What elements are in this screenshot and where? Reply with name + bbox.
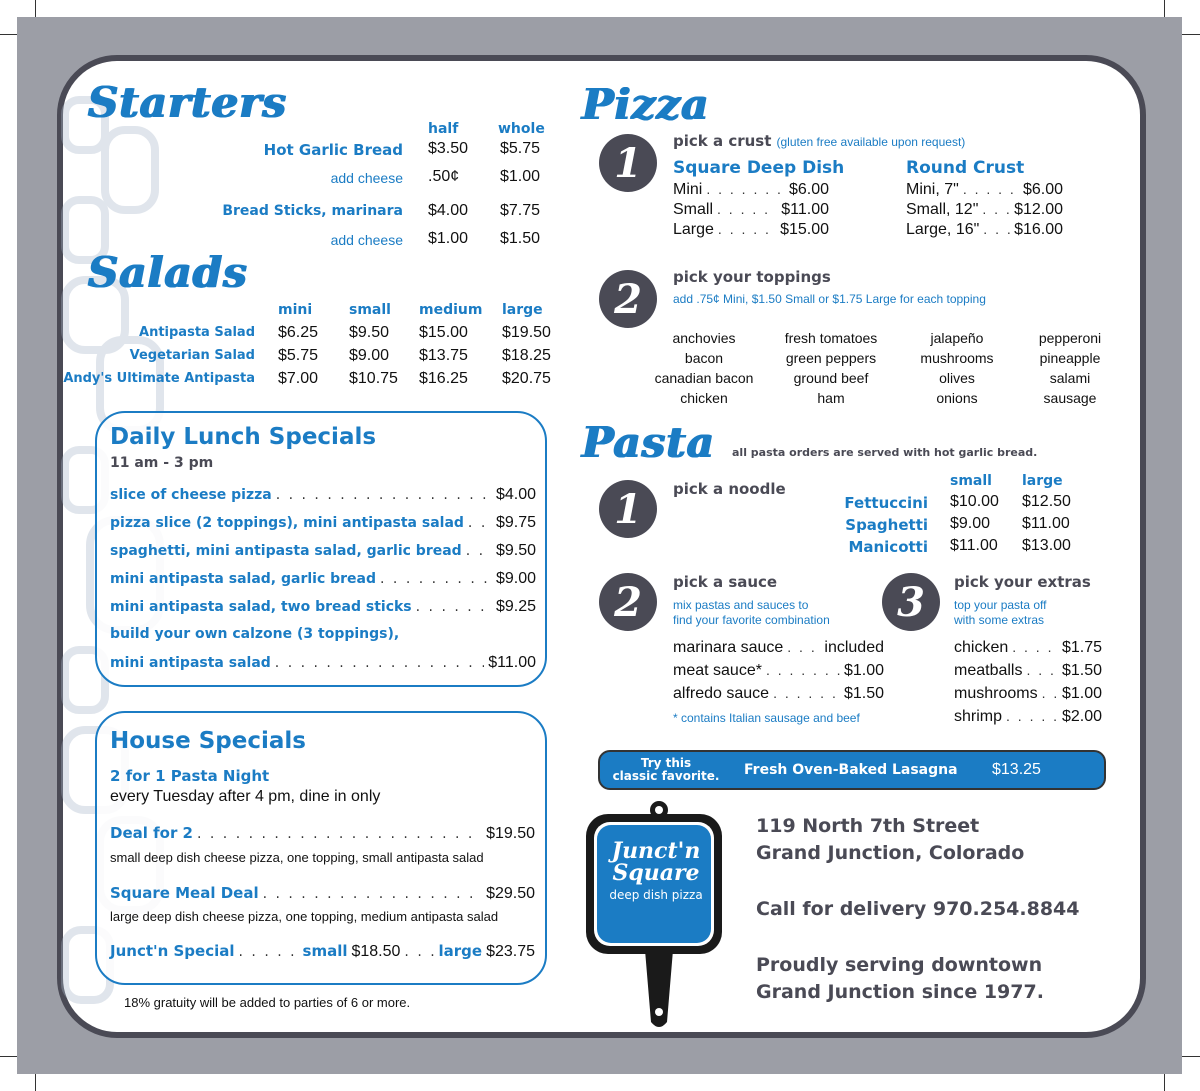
restaurant-info [756, 813, 1080, 1006]
noodle-price-small: $10.00 [950, 493, 999, 510]
crust-size-row [906, 221, 1063, 239]
extra-row [954, 708, 1102, 726]
starter-item-name: Hot Garlic Bread [263, 141, 403, 159]
topping: canadian bacon [654, 370, 754, 386]
lunch-item-name: mini antipasta salad, garlic bread [110, 571, 377, 587]
leader-dots [468, 515, 492, 531]
noodle-price-large: $11.00 [1022, 515, 1070, 532]
starters-col-whole: whole [498, 121, 545, 137]
house-item-name: Square Meal Deal [110, 884, 259, 902]
address-line: 119 North 7th Street [756, 815, 980, 837]
lunch-item [110, 598, 536, 616]
salad-item-name: Andy's Ultimate Antipasta [63, 371, 255, 386]
lunch-item-name: build your own calzone (3 toppings), [110, 626, 400, 642]
banner-item: Fresh Oven-Baked Lasagna [744, 762, 958, 778]
sauce-note: mix pastas and sauces to [673, 598, 809, 612]
house-specials-title: House Specials [110, 728, 306, 754]
salads-title: Salads [88, 248, 248, 297]
salads-col-medium: medium [419, 302, 483, 318]
step-title: pick a crust [673, 132, 772, 150]
salad-price: $9.00 [349, 347, 390, 364]
crop-mark [35, 0, 36, 17]
toppings-column [640, 328, 768, 408]
topping: salami [1049, 370, 1091, 386]
topping: fresh tomatoes [784, 330, 878, 346]
extra-name: shrimp [954, 708, 1003, 725]
house-item-price: $19.50 [486, 825, 535, 842]
topping: onions [936, 390, 978, 406]
starter-half-price: $3.50 [428, 140, 469, 157]
house-item-name: Junct'n Special [110, 942, 235, 960]
lunch-item-name: pizza slice (2 toppings), mini antipasta salad [110, 515, 464, 531]
crust-size-row [906, 181, 1063, 199]
toppings-column [768, 328, 894, 408]
step-1-badge: 1 [599, 480, 657, 538]
leader-dots [466, 543, 492, 559]
extra-price: $1.00 [1061, 685, 1102, 702]
starter-half-price: $4.00 [428, 202, 469, 219]
sauce-price: included [824, 639, 884, 656]
step-title: pick a sauce [673, 573, 778, 591]
starters-col-half: half [428, 121, 459, 137]
crust-size: Large [673, 221, 714, 238]
starters-title: Starters [88, 78, 287, 127]
starter-whole-price: $1.50 [500, 230, 541, 247]
crop-mark [0, 1056, 17, 1057]
topping: ground beef [793, 370, 869, 386]
lasagna-banner [598, 750, 1106, 790]
lunch-item [110, 542, 536, 560]
house-item [110, 824, 535, 843]
salads-col-large: large [502, 302, 543, 318]
step-title: pick your extras [954, 573, 1091, 591]
salad-price: $13.75 [419, 347, 468, 364]
noodle-name: Fettuccini [844, 494, 928, 512]
house-item-price: $29.50 [486, 885, 535, 902]
crust-size: Mini, 7" [906, 181, 959, 198]
sauce-row [673, 685, 884, 703]
leader-dots [706, 181, 785, 197]
topping: pineapple [1039, 350, 1101, 366]
leader-dots [787, 639, 820, 655]
leader-dots [263, 886, 482, 902]
skillet-logo-icon [583, 800, 723, 1032]
logo-line: Square [612, 860, 700, 886]
leader-dots [275, 655, 484, 671]
tagline-line: Grand Junction since 1977. [756, 981, 1044, 1003]
salad-price: $7.00 [278, 370, 319, 387]
banner-tagline-line: Try this [640, 756, 692, 770]
starter-whole-price: $1.00 [500, 168, 541, 185]
crust-size-row [673, 181, 829, 199]
lunch-item-price: $4.00 [495, 486, 536, 503]
round-crust-title: Round Crust [906, 158, 1025, 178]
salad-price: $9.50 [349, 324, 390, 341]
banner-price: $13.25 [992, 761, 1041, 778]
step-2-badge: 2 [599, 573, 657, 631]
extra-row [954, 639, 1102, 657]
topping: jalapeño [930, 330, 984, 346]
salad-price: $6.25 [278, 324, 319, 341]
noodle-name: Manicotti [848, 538, 928, 556]
leader-dots [982, 201, 1010, 217]
lunch-item-price: $9.00 [495, 570, 536, 587]
house-item [110, 884, 535, 903]
extra-price: $2.00 [1061, 708, 1102, 725]
crust-price: $11.00 [781, 201, 829, 218]
toppings-column [1020, 328, 1120, 408]
crop-mark [1182, 34, 1200, 35]
leader-dots [766, 662, 840, 678]
leader-dots [197, 826, 482, 842]
crust-size-row [673, 201, 829, 219]
leader-dots [1026, 662, 1057, 678]
salad-item-name: Vegetarian Salad [129, 348, 255, 363]
extra-name: meatballs [954, 662, 1023, 679]
crop-mark [0, 34, 17, 35]
delivery-phone: Call for delivery 970.254.8844 [756, 898, 1080, 920]
crust-price: $16.00 [1014, 221, 1063, 238]
extra-price: $1.50 [1061, 662, 1102, 679]
sauce-price: $1.50 [843, 685, 884, 702]
pasta-title: Pasta [582, 418, 715, 467]
salad-price: $16.25 [419, 370, 468, 387]
crust-size: Mini [673, 181, 703, 198]
noodle-name: Spaghetti [845, 516, 928, 534]
starter-whole-price: $5.75 [500, 140, 541, 157]
salad-price: $5.75 [278, 347, 319, 364]
step-1-badge: 1 [599, 134, 657, 192]
sauce-name: marinara sauce [673, 639, 784, 656]
lunch-hours: 11 am - 3 pm [110, 455, 214, 471]
step-title: pick your toppings [673, 268, 831, 286]
topping: pepperoni [1038, 330, 1102, 346]
salad-price: $19.50 [502, 324, 551, 341]
topping-price-note: add .75¢ Mini, $1.50 Small or $1.75 Large for each topping [673, 292, 986, 306]
crust-price: $15.00 [780, 221, 829, 238]
topping: chicken [680, 390, 728, 406]
topping: mushrooms [920, 350, 994, 366]
extra-name: chicken [954, 639, 1009, 656]
crust-price: $6.00 [1022, 181, 1063, 198]
lunch-item [110, 626, 536, 642]
sauce-name: meat sauce* [673, 662, 762, 679]
logo-line: deep dish pizza [609, 888, 703, 902]
topping: ham [817, 390, 845, 406]
house-item-price: $18.50 [351, 943, 401, 960]
crust-size-row [906, 201, 1063, 219]
salad-price: $10.75 [349, 370, 398, 387]
leader-dots [416, 599, 492, 615]
lunch-item-name: spaghetti, mini antipasta salad, garlic bread [110, 543, 462, 559]
logo-line: Junct'n [611, 838, 701, 864]
gratuity-note: 18% gratuity will be added to parties of 6 or more. [124, 995, 411, 1010]
topping: bacon [684, 350, 724, 366]
leader-dots [983, 221, 1010, 237]
leader-dots [1012, 639, 1058, 655]
lunch-specials-title: Daily Lunch Specials [110, 424, 377, 450]
size-label: small [302, 942, 348, 960]
topping: olives [939, 370, 975, 386]
starter-whole-price: $7.75 [500, 202, 541, 219]
step-2-badge: 2 [599, 270, 657, 328]
starter-addon-name: add cheese [330, 232, 403, 248]
crop-mark [35, 1074, 36, 1091]
toppings-column [900, 328, 1014, 408]
salad-price: $20.75 [502, 370, 551, 387]
step-3-badge: 3 [882, 573, 940, 631]
lunch-item-name: mini antipasta salad [110, 655, 271, 671]
pizza-title: Pizza [582, 80, 710, 129]
sauce-name: alfredo sauce [673, 685, 770, 702]
pasta-night-desc: every Tuesday after 4 pm, dine in only [110, 788, 381, 805]
noodle-price-small: $9.00 [950, 515, 991, 532]
crust-size: Large, 16" [906, 221, 980, 238]
pasta-night-title: 2 for 1 Pasta Night [110, 767, 270, 785]
extras-note: top your pasta off [954, 598, 1047, 612]
crust-price: $12.00 [1014, 201, 1063, 218]
leader-dots [718, 221, 776, 237]
extra-row [954, 662, 1102, 680]
banner-tagline-line: classic favorite. [612, 769, 720, 783]
salad-item-name: Antipasta Salad [139, 325, 255, 340]
crop-mark [1164, 1074, 1165, 1091]
house-item-desc: large deep dish cheese pizza, one topping, medium antipasta salad [110, 909, 499, 924]
tagline-line: Proudly serving downtown [756, 954, 1043, 976]
logo-text [590, 840, 722, 902]
size-label: large [438, 942, 483, 960]
extra-name: mushrooms [954, 685, 1038, 702]
sauce-row [673, 662, 884, 680]
sauce-row [673, 639, 884, 657]
crop-mark [1164, 0, 1165, 17]
salad-price: $18.25 [502, 347, 551, 364]
lunch-item [110, 514, 536, 532]
leader-dots [773, 685, 840, 701]
crust-price: $6.00 [788, 181, 829, 198]
topping: sausage [1043, 390, 1097, 406]
lunch-item-name: mini antipasta salad, two bread sticks [110, 599, 412, 615]
lunch-item-name: slice of cheese pizza [110, 487, 272, 503]
lunch-item-price: $9.25 [495, 598, 536, 615]
crop-mark [1182, 1056, 1200, 1057]
crust-size: Small, 12" [906, 201, 979, 218]
pizza-step1-heading [673, 131, 965, 150]
crust-size: Small [673, 201, 714, 218]
sauce-note: find your favorite combination [673, 613, 830, 627]
extra-row [954, 685, 1102, 703]
extras-note: with some extras [954, 613, 1045, 627]
leader-dots [239, 944, 299, 960]
noodle-price-large: $13.00 [1022, 537, 1071, 554]
starter-addon-name: add cheese [330, 170, 403, 186]
pasta-col-large: large [1022, 473, 1063, 489]
house-item-desc: small deep dish cheese pizza, one topping, small antipasta salad [110, 850, 484, 865]
extra-price: $1.75 [1061, 639, 1102, 656]
square-deep-dish-title: Square Deep Dish [673, 158, 845, 178]
pasta-col-small: small [950, 473, 992, 489]
gluten-free-note: (gluten free available upon request) [776, 135, 966, 149]
starter-item-name: Bread Sticks, marinara [222, 203, 403, 219]
starter-half-price: $1.00 [428, 230, 469, 247]
house-item [110, 942, 535, 961]
noodle-price-small: $11.00 [950, 537, 998, 554]
leader-dots [1042, 685, 1058, 701]
sauce-footnote: * contains Italian sausage and beef [673, 711, 860, 725]
lunch-item [110, 654, 536, 672]
step-title: pick a noodle [673, 480, 786, 498]
salads-col-small: small [349, 302, 391, 318]
house-item-price: $23.75 [486, 943, 535, 960]
leader-dots [1006, 708, 1058, 724]
starter-half-price: .50¢ [428, 168, 460, 185]
topping: anchovies [672, 330, 736, 346]
pasta-subtitle: all pasta orders are served with hot garlic bread. [732, 446, 1038, 459]
salad-price: $15.00 [419, 324, 468, 341]
noodle-price-large: $12.50 [1022, 493, 1071, 510]
lunch-item-price: $9.75 [495, 514, 536, 531]
lunch-item [110, 570, 536, 588]
topping: green peppers [785, 350, 877, 366]
lunch-item-price: $9.50 [495, 542, 536, 559]
sauce-price: $1.00 [843, 662, 884, 679]
lunch-item [110, 486, 536, 504]
crust-size-row [673, 221, 829, 239]
leader-dots [717, 201, 777, 217]
banner-tagline [600, 757, 732, 783]
lunch-item-price: $11.00 [488, 654, 536, 671]
leader-dots [963, 181, 1019, 197]
leader-dots [276, 487, 492, 503]
leader-dots [404, 944, 434, 960]
salads-col-mini: mini [278, 302, 313, 318]
house-item-name: Deal for 2 [110, 824, 193, 842]
address-line: Grand Junction, Colorado [756, 842, 1025, 864]
leader-dots [380, 571, 492, 587]
